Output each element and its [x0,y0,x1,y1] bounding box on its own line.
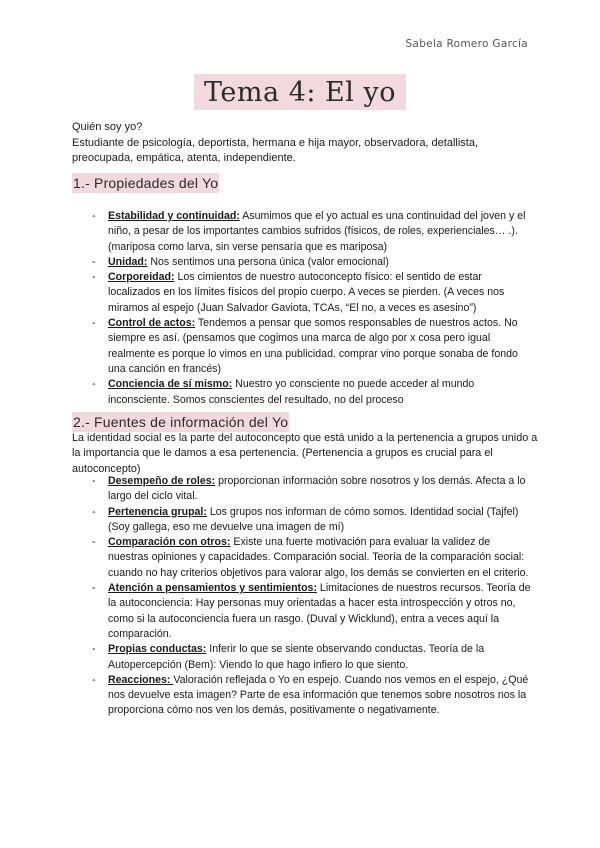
dash-bullet: - [92,505,96,518]
list-item [92,474,532,505]
item-text: Asumimos que el yo actual es una continuidad del joven y el niño, a pesar de los importantes cambios sufridos (físicos, de roles, experienciales… .). (mariposa como larva, sin verse pensaría que es mariposa) [108,210,526,253]
section1-heading-wrap [72,173,219,193]
dash-bullet: - [92,673,96,686]
section2-heading-wrap [72,412,289,432]
list-item [92,673,532,719]
dash-bullet: - [92,582,96,595]
intro-description: Estudiante de psicología, deportista, hermana e hija mayor, observadora, detallista, preocupada, empática, atenta, independiente. [72,136,479,164]
item-text: Valoración reflejada o Yo en espejo. Cuando nos vemos en el espejo, ¿Qué nos devuelve esta imagen? Parte de esa información que tenemos sobre nosotros nos la proporciona cómo nos ven los demás, positivamente o negativamente. [108,673,529,717]
list-item [92,535,532,581]
dash-bullet: - [92,255,96,268]
item-text: proporcionan información sobre nosotros y los demás. Afecta a lo largo del ciclo vital. [108,475,526,503]
item-text: Limitaciones de nuestros recursos. Teoría de la autoconciencia: Hay personas muy orientadas a hacer esta introspección y otros no, como si la autoconciencia fuera un rasgo. (Duval y Wicklund), entra a veces aquí la comparación. [108,582,531,640]
item-term: Atención a pensamientos y sentimientos: [108,582,317,595]
section2-heading: 2.- Fuentes de información del Yo [73,414,289,430]
dash-bullet: - [92,475,96,487]
dash-bullet: - [92,271,96,284]
list-item [92,209,532,255]
dash-bullet: - [92,317,96,330]
intro-block [72,120,542,167]
item-term: Pertenencia grupal: [108,505,207,518]
list-item [92,255,532,270]
item-text: Nos sentimos una persona única (valor emocional) [147,255,389,268]
list-item [92,642,532,673]
list-item [92,505,532,536]
intro-question: Quién soy yo? [72,121,143,133]
title-area [0,74,600,110]
list-item [92,270,532,316]
item-text: Los grupos nos informan de cómo somos. Identidad social (Tajfel) (Soy gallega, eso me devuelve una imagen de mí) [108,505,519,533]
item-text: Tendemos a pensar que somos responsables de nuestros actos. No siempre es así. (pensamos que cogimos una marca de algo por x cosa pero igual realmente es porque lo vimos en una publicidad. comprar vino porque sonaba de fondo una canción en francés) [108,317,518,375]
list-item [92,377,532,408]
item-term: Corporeidad: [108,271,175,284]
item-text: Los cimientos de nuestro autoconcepto físico: el sentido de estar localizados en los límites físicos del propio cuerpo. A veces se pierden. (A veces nos miramos al espejo (Juan Salvador Gaviota, TCAs, “El no, a veces es asesino”) [108,271,505,314]
section2-intro: La identidad social es la parte del autoconcepto que está unido a la pertenencia a grupos unido a la importancia que le damos a esa pertenencia. (Pertenencia a grupos es crucial para el autoconcepto) [72,432,538,475]
list-item [92,581,532,642]
page-title: Tema 4: El yo [194,74,406,110]
item-term: Conciencia de sí mismo: [108,378,233,391]
item-term: Control de actos: [108,317,196,330]
item-term: Reacciones: [108,673,174,686]
section2-list [92,474,532,719]
item-term: Propias conductas: [108,643,207,656]
dash-bullet: - [92,378,96,391]
item-term: Unidad: [108,255,148,268]
dash-bullet: - [92,643,96,656]
section1-heading: 1.- Propiedades del Yo [73,175,219,191]
item-term: Comparación con otros: [108,536,231,549]
item-term: Desempeño de roles: [108,475,216,487]
item-text: Existe una fuerte motivación para evaluar la validez de nuestras opiniones y capacidades. Comparación social. Teoría de la comparación social: cuando no hay criterios objetivos para valorar algo, los demás se convierten en el criterio. [108,536,529,579]
section1-list [92,209,532,408]
dash-bullet: - [92,210,96,222]
list-item [92,316,532,377]
item-text: Inferir lo que se siente observando conductas. Teoría de la Autopercepción (Bem): Viendo lo que hago infiero lo que siento. [108,643,485,671]
dash-bullet: - [92,536,96,549]
item-term: Estabilidad y continuidad: [108,210,240,222]
item-text: Nuestro yo consciente no puede acceder al mundo inconsciente. Somos conscientes del resultado, no del proceso [108,378,475,406]
author-name: Sabela Romero García [405,38,528,50]
